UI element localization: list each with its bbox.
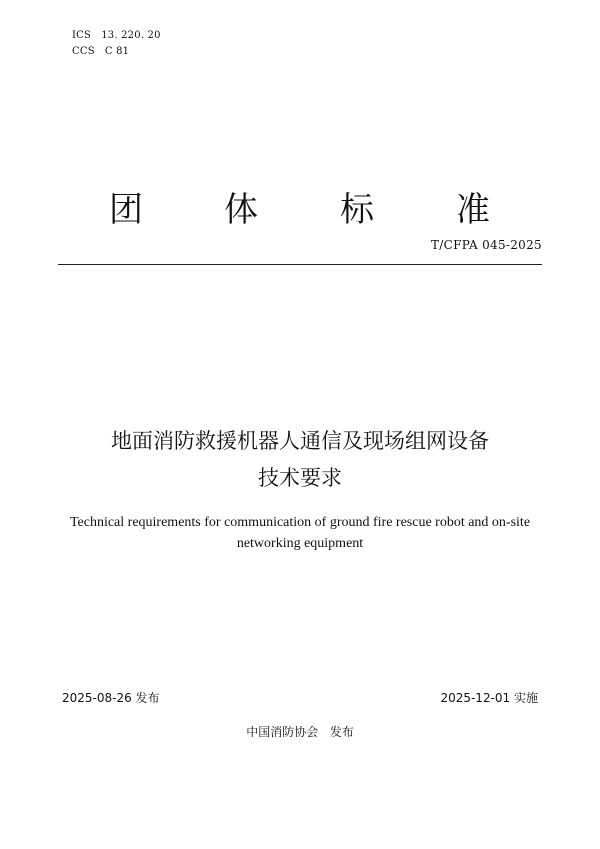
document-type-char: 体	[224, 190, 258, 230]
document-type-char: 准	[456, 190, 490, 230]
document-type-char: 团	[109, 190, 143, 230]
implementation-date: 2025-12-01 实施	[440, 691, 538, 705]
header-divider	[58, 264, 542, 265]
ccs-code: CCS C 81	[72, 46, 130, 57]
publisher: 中国消防协会 发布	[246, 725, 354, 739]
document-type-heading	[0, 188, 600, 232]
issue-date: 2025-08-26 发布	[62, 691, 160, 705]
standard-number: T/CFPA 045-2025	[430, 238, 542, 252]
ics-code: ICS 13. 220. 20	[72, 30, 161, 41]
english-title-line-2: networking equipment	[236, 536, 364, 551]
document-type-char: 标	[340, 190, 374, 230]
english-title-line-1: Technical requirements for communication of ground fire rescue robot and on-site	[69, 515, 531, 530]
chinese-title-line-1: 地面消防救援机器人通信及现场组网设备	[111, 429, 489, 453]
chinese-title-line-2: 技术要求	[258, 466, 342, 490]
